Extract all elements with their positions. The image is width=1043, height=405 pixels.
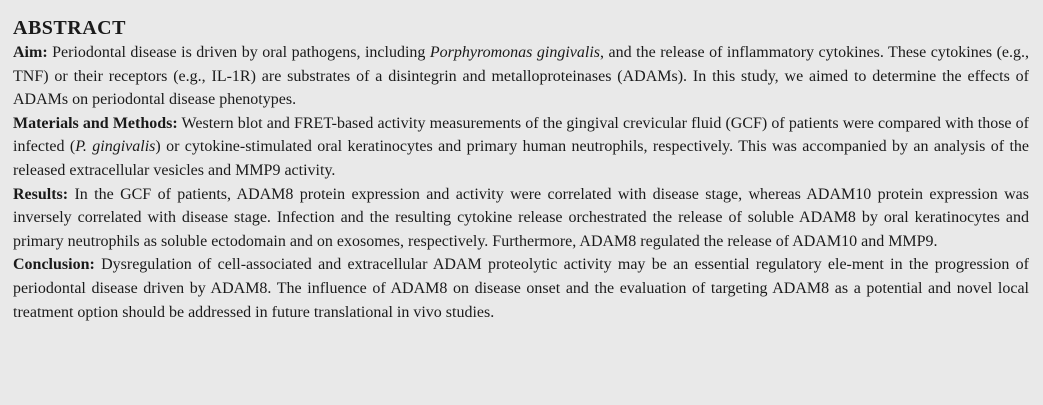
aim-label: Aim: [13, 44, 48, 61]
aim-text-1: Periodontal disease is driven by oral pathogens, including [47, 44, 430, 61]
methods-species-name: P. gingivalis [75, 138, 156, 156]
methods-paragraph [13, 112, 1029, 183]
results-label: Results: [13, 185, 69, 203]
conclusion-label: Conclusion: [13, 256, 95, 274]
aim-paragraph [13, 41, 1029, 112]
methods-label: Materials and Methods: [13, 114, 178, 132]
conclusion-text: Dysregulation of cell-associated and extracellular ADAM proteolytic activity may be an essential regulatory ele-ment in the progression of periodontal disease driven by ADAM8. The influence of ADAM8 on disease onset and the evaluation of targeting ADAM8 as a potential and novel local treatment option should be addressed in future translational in vivo studies. [13, 256, 1029, 321]
aim-species-name: Porphyromonas gingivalis [429, 44, 601, 61]
aim-text-2: , and the release of inflammatory cytokines. These cytokines (e.g., TNF) or their receptors (e.g., IL-1R) are substrates of a disintegrin and metalloproteinases (ADAMs). In this study, we aimed to determine the effects of ADAMs on periodontal disease phenotypes. [13, 44, 1030, 109]
results-paragraph [13, 183, 1029, 254]
results-text: In the GCF of patients, ADAM8 protein expression and activity were correlated with disease stage, whereas ADAM10 protein expression was inversely correlated with disease stage. Infection and the resulting cytokine release orchestrated the release of soluble ADAM8 by oral keratinocytes and primary neutrophils as soluble ectodomain and on exosomes, respectively. Furthermore, ADAM8 regulated the release of ADAM10 and MMP9. [13, 185, 1029, 250]
abstract-heading: ABSTRACT [13, 17, 126, 39]
methods-text-2: ) or cytokine-stimulated oral keratinocytes and primary human neutrophils, respectively. This was accompanied by an analysis of the released extracellular vesicles and MMP9 activity. [13, 138, 1029, 179]
methods-text-1: Western blot and FRET-based activity measurements of the gingival crevicular fluid (GCF) of patients were compared with those of infected ( [13, 114, 1029, 156]
conclusion-paragraph [13, 253, 1029, 324]
